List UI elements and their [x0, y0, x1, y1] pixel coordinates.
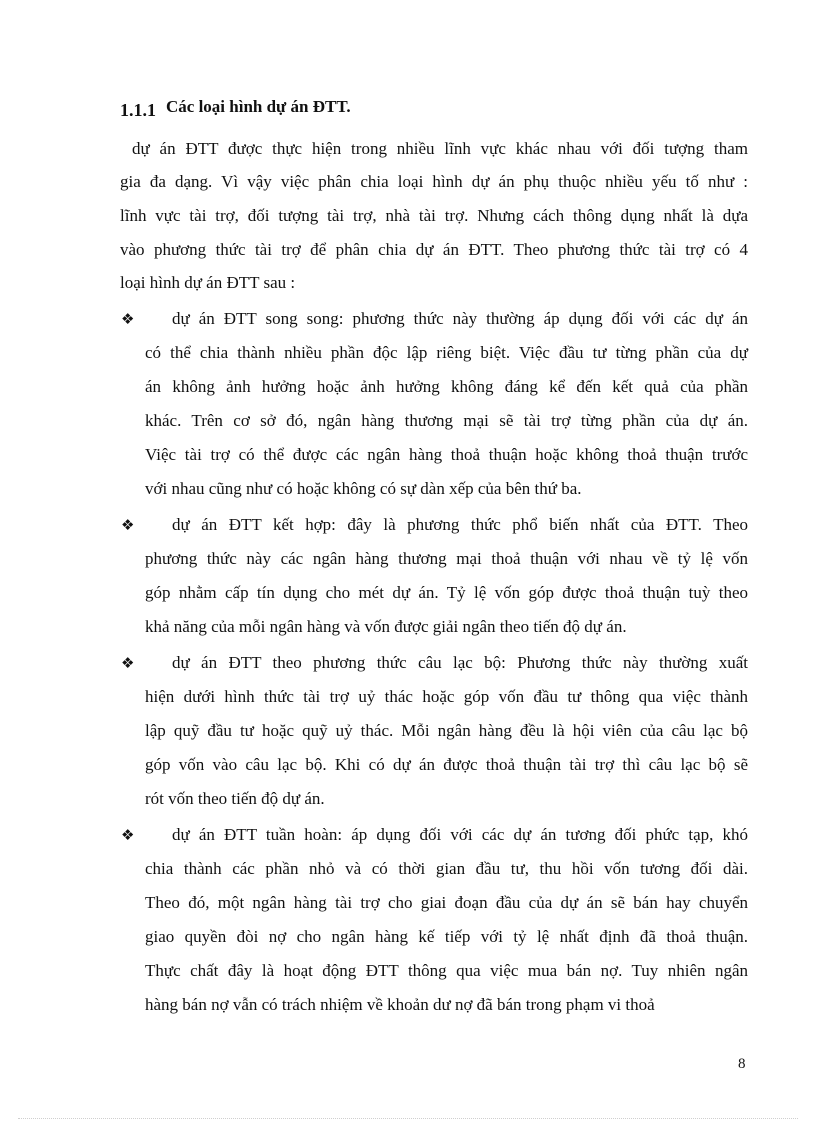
- bullet-2-line: phương thức này các ngân hàng thương mại thoả thuận với nhau về tỷ lệ vốn: [145, 549, 748, 568]
- bullet-3-line: dự án ĐTT theo phương thức câu lạc bộ: Phương thức này thường xuất: [172, 653, 748, 672]
- bullet-4-line: dự án ĐTT tuần hoàn: áp dụng đối với các dự án tương đối phức tạp, khó: [172, 825, 748, 844]
- page-bottom-divider: [18, 1118, 798, 1119]
- bullet-1-line: với nhau cũng như có hoặc không có sự dàn xếp của bên thứ ba.: [145, 479, 582, 498]
- bullet-1-line: dự án ĐTT song song: phương thức này thường áp dụng đối với các dự án: [172, 309, 748, 328]
- bullet-3-line: hiện dưới hình thức tài trợ uỷ thác hoặc góp vốn đầu tư thông qua việc thành: [145, 687, 748, 706]
- section-title: Các loại hình dự án ĐTT.: [166, 97, 351, 116]
- bullet-4-line: Thực chất đây là hoạt động ĐTT thông qua việc mua bán nợ. Tuy nhiên ngân: [145, 961, 748, 980]
- intro-line: vào phương thức tài trợ để phân chia dự án ĐTT. Theo phương thức tài trợ có 4: [120, 240, 748, 259]
- bullet-2-line: dự án ĐTT kết hợp: đây là phương thức phổ biến nhất của ĐTT. Theo: [172, 515, 748, 534]
- diamond-bullet-icon: ❖: [121, 826, 135, 844]
- bullet-1-line: khác. Trên cơ sở đó, ngân hàng thương mại sẽ tài trợ từng phần của dự án.: [145, 411, 748, 430]
- diamond-bullet-icon: ❖: [121, 516, 135, 534]
- bullet-2-line: góp nhằm cấp tín dụng cho mét dự án. Tỷ lệ vốn góp được thoả thuận tuỳ theo: [145, 583, 748, 602]
- bullet-4-line: chia thành các phần nhỏ và có thời gian đầu tư, thu hồi vốn tương đối dài.: [145, 859, 748, 878]
- section-number: 1.1.1: [120, 100, 156, 120]
- intro-line: dự án ĐTT được thực hiện trong nhiều lĩnh vực khác nhau với đối tượng tham: [132, 139, 748, 158]
- bullet-2-line: khả năng của mỗi ngân hàng và vốn được giải ngân theo tiến độ dự án.: [145, 617, 627, 636]
- intro-line: loại hình dự án ĐTT sau :: [120, 273, 296, 292]
- section-heading: [120, 96, 351, 120]
- bullet-1-line: có thể chia thành nhiều phần độc lập riêng biệt. Việc đầu tư từng phần của dự: [145, 343, 748, 362]
- bullet-1-line: Việc tài trợ có thể được các ngân hàng thoả thuận hoặc không thoả thuận trước: [145, 445, 748, 464]
- bullet-4-line: Theo đó, một ngân hàng tài trợ cho giai đoạn đầu của dự án sẽ bán hay chuyển: [145, 893, 748, 912]
- intro-line: gia đa dạng. Vì vậy việc phân chia loại hình dự án phụ thuộc nhiều yếu tố như :: [120, 172, 748, 191]
- bullet-4-line: hàng bán nợ vẫn có trách nhiệm về khoản dư nợ đã bán trong phạm vi thoả: [145, 995, 655, 1014]
- bullet-3-line: lập quỹ đầu tư hoặc quỹ uỷ thác. Mỗi ngân hàng đều là hội viên của câu lạc bộ: [145, 721, 748, 740]
- page-number: 8: [738, 1056, 746, 1072]
- bullet-1-line: án không ảnh hưởng hoặc ảnh hưởng không đáng kể đến kết quả của phần: [145, 377, 748, 396]
- diamond-bullet-icon: ❖: [121, 654, 135, 672]
- bullet-3-line: rót vốn theo tiến độ dự án.: [145, 789, 325, 808]
- diamond-bullet-icon: ❖: [121, 310, 135, 328]
- bullet-4-line: giao quyền đòi nợ cho ngân hàng kế tiếp với tỷ lệ nhất định đã thoả thuận.: [145, 927, 748, 946]
- bullet-3-line: góp vốn vào câu lạc bộ. Khi có dự án được thoả thuận tài trợ thì câu lạc bộ sẽ: [145, 755, 748, 774]
- intro-line: lĩnh vực tài trợ, đối tượng tài trợ, nhà tài trợ. Nhưng cách thông dụng nhất là dựa: [120, 206, 748, 225]
